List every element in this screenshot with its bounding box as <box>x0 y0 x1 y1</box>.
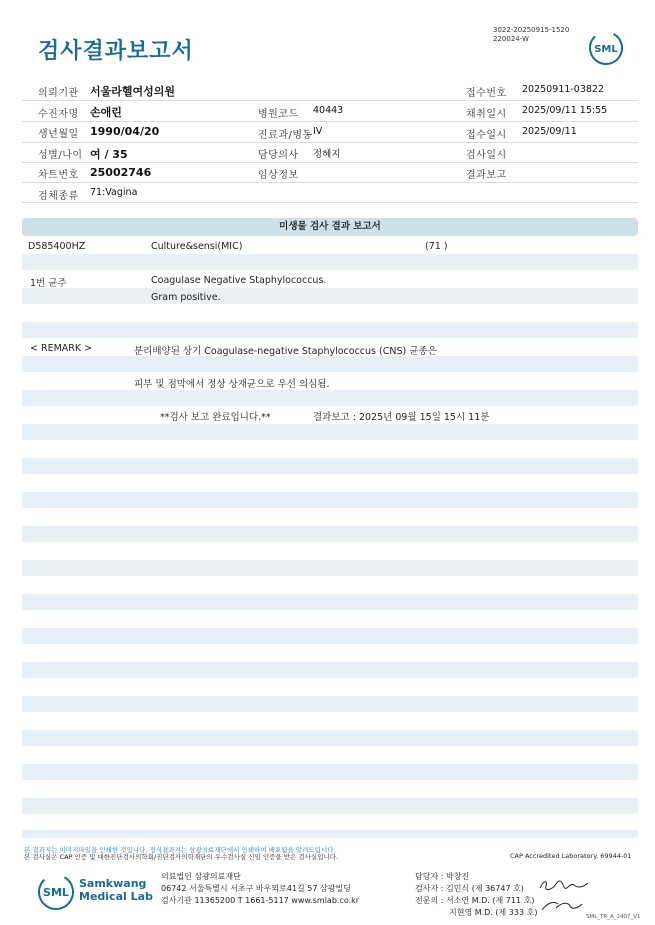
section-title: 미생물 검사 결과 보고서 <box>22 218 638 236</box>
sml-logo-text: SML <box>594 44 618 55</box>
specialist-2: 지현영 M.D. (제 333 호) <box>449 908 538 917</box>
row-band <box>22 492 638 508</box>
test-code: D585400HZ <box>28 241 86 252</box>
page-title: 검사결과보고서 <box>38 39 194 64</box>
logo-line-1: Samkwang <box>79 877 147 890</box>
test-number: (71 ) <box>425 241 448 252</box>
hospital-code-label: 병원코드 <box>258 109 299 120</box>
form-version: SML_TR_A_2407_V1 <box>586 914 641 920</box>
samkwang-logo <box>36 872 153 912</box>
sex-age-value: 여 / 35 <box>90 148 128 161</box>
row-band <box>22 424 638 440</box>
specimen-label: 검체종류 <box>38 191 79 202</box>
client-value: 서울라헬여성의원 <box>90 85 176 98</box>
row-band <box>22 390 638 406</box>
organism-line-2: Gram positive. <box>151 292 221 303</box>
document-id <box>493 26 569 44</box>
row-band <box>22 830 638 838</box>
row-band <box>22 526 638 542</box>
divider <box>22 182 638 183</box>
dob-value: 1990/04/20 <box>90 125 160 138</box>
cap-accreditation: CAP Accredited Laboratory. 69944-01 <box>510 852 632 860</box>
document-id-line-2: 220024-W <box>493 35 529 43</box>
disclaimer-certification: 본 검사실은 CAP 인증 및 대한진단검사의학회/진단검사의학재단의 우수검사실 신임 인증을 받은 검사실입니다. <box>24 853 339 861</box>
disclaimer-image: 본 결과지는 이미지파일을 인쇄한 것입니다. 정식결과지는 삼광의료재단에서 인쇄하여 배포됨을 알려드립니다. <box>24 846 336 854</box>
remark-line-2: 피부 및 점막에서 정상 상재균으로 우선 의심됨. <box>134 379 330 390</box>
manager: 담당자 : 박창진 <box>415 872 470 881</box>
collect-date-value: 2025/09/11 15:55 <box>522 105 608 116</box>
org-contact: 검사기관 11365200 T 1661-5117 www.smlab.co.kr <box>161 896 360 905</box>
report-time: 결과보고 : 2025년 09월 15일 15시 11분 <box>313 412 490 423</box>
receipt-no-label: 접수번호 <box>466 88 507 99</box>
hospital-code-value: 40443 <box>313 105 344 116</box>
remark-label: < REMARK > <box>30 343 93 354</box>
divider <box>22 162 638 163</box>
document-id-line-1: 3022-20250915-1520 <box>493 26 570 34</box>
row-band <box>22 628 638 644</box>
row-band <box>22 764 638 780</box>
report-complete-text: **검사 보고 완료입니다.** <box>160 412 271 423</box>
row-band <box>22 560 638 576</box>
divider <box>22 202 638 203</box>
row-band <box>22 356 638 372</box>
name-value: 손애린 <box>90 106 122 119</box>
doctor-value: 정혜지 <box>313 149 341 160</box>
row-band <box>22 458 638 474</box>
signature-tester-icon <box>538 878 590 892</box>
row-band <box>22 594 638 610</box>
chart-no-label: 차트번호 <box>38 170 79 181</box>
row-band <box>22 322 638 338</box>
row-band <box>22 730 638 746</box>
doctor-label: 담당의사 <box>258 150 299 161</box>
sex-age-label: 성별/나이 <box>38 150 83 161</box>
org-name: 의료법인 삼광의료재단 <box>161 872 241 881</box>
dept-label: 진료과/병동 <box>258 130 313 141</box>
tester: 검사자 : 김민식 (제 36747 호) <box>415 884 524 893</box>
sml-logo-icon <box>588 30 624 66</box>
receipt-date-value: 2025/09/11 <box>522 126 577 137</box>
dob-label: 생년월일 <box>38 129 79 140</box>
row-band <box>22 288 638 304</box>
sml-footer-logo-icon <box>36 872 76 912</box>
collect-date-label: 채취일시 <box>466 109 507 120</box>
row-band <box>22 662 638 678</box>
receipt-date-label: 접수일시 <box>466 130 507 141</box>
chart-no-value: 25002746 <box>90 166 152 179</box>
row-band <box>22 798 638 814</box>
logo-line-2: Medical Lab <box>79 890 153 903</box>
organism-line-1: Coagulase Negative Staphylococcus. <box>151 275 327 286</box>
organism-label: 1번 균주 <box>30 278 67 289</box>
name-label: 수진자명 <box>38 109 79 120</box>
row-band <box>22 254 638 270</box>
divider <box>22 100 638 101</box>
remark-line-1: 분리배양된 상기 Coagulase-negative Staphylococcus (CNS) 균종은 <box>134 346 437 357</box>
org-address: 06742 서울특별시 서초구 바우뫼로41길 57 삼광빌딩 <box>161 884 351 893</box>
divider <box>22 121 638 122</box>
test-name: Culture&sensi(MIC) <box>151 241 243 252</box>
specimen-value: 71:Vagina <box>90 187 138 198</box>
clinical-info-label: 임상정보 <box>258 170 299 181</box>
divider <box>22 142 638 143</box>
sml-footer-logo-text: SML <box>43 886 69 899</box>
receipt-no-value: 20250911-03822 <box>522 84 605 95</box>
specialist-1: 전문의 : 서소연 M.D. (제 711 호) <box>415 896 535 905</box>
report-label: 결과보고 <box>466 170 507 181</box>
row-band <box>22 696 638 712</box>
dept-value: IV <box>313 126 323 137</box>
signature-specialist-icon <box>540 898 584 914</box>
test-date-label: 검사일시 <box>466 150 507 161</box>
client-label: 의뢰기관 <box>38 88 79 99</box>
